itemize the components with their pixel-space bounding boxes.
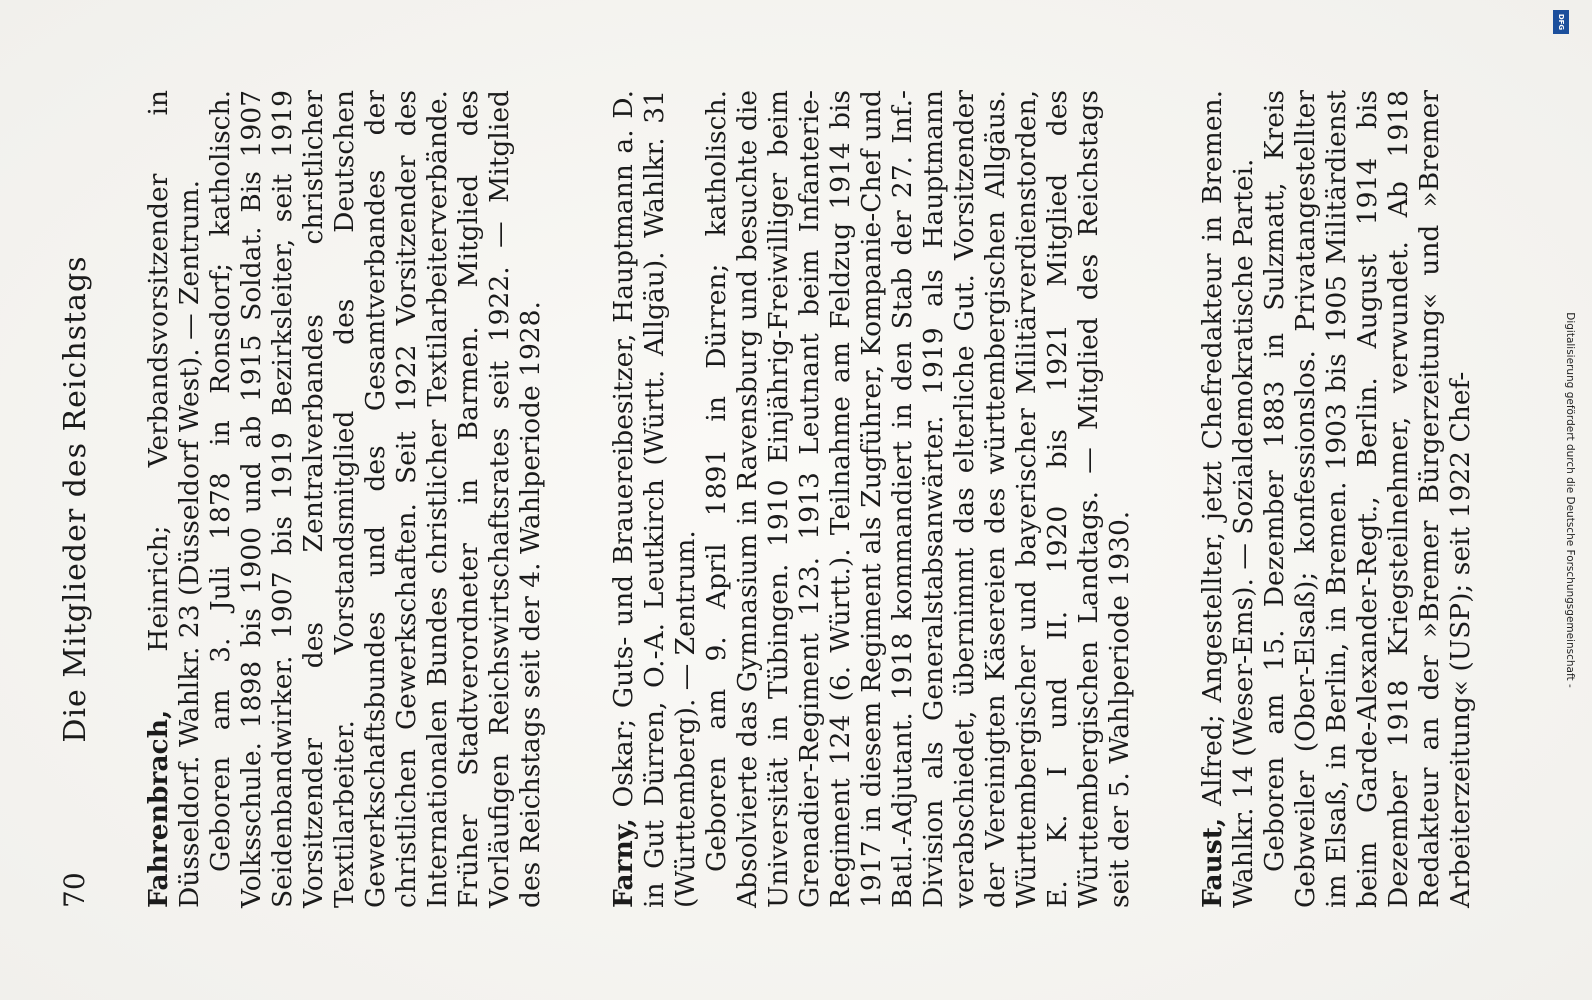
entry-head: Oskar; Guts- und Brauereibesitzer, Hauptmann a. D. in Gut Dürren, O.-A. Leutkirch (Württ. Allgäu). Wahlkr. 31 (Württemberg). — Zentrum. [608, 90, 701, 908]
biography-entry [608, 90, 1135, 908]
biography-entry [1197, 90, 1476, 908]
digitization-credit [1548, 0, 1592, 1000]
entry-body: Geboren am 3. Juli 1878 in Ronsdorf; katholisch. Volksschule. 1898 bis 1900 und ab 1915 Soldat. Bis 1907 Seidenbandwirker. 1907 bis 1919 Bezirksleiter, seit 1919 Vorsitzender des Zentralverbandes christlicher Textilarbeiter. Vorstandsmitglied des Deutschen Gewerkschaftsbundes und des Gesamtverbandes der christlichen Gewerkschaften. Seit 1922 Vorsitzender des Internationalen Bundes christlicher Textilarbeiterverbände. Früher Stadtverordneter in Barmen. Mitglied des Vorläufigen Reichswirtschaftsrates seit 1922. — Mitglied des Reichstags seit der 4. Wahlperiode 1928. [205, 90, 546, 908]
page-number: 70 [58, 872, 91, 908]
entry-body: Geboren am 9. April 1891 in Dürren; katholisch. Absolvierte das Gymnasium in Ravensburg und besuchte die Universität in Tübingen. 1910 Einjährig-Freiwilliger beim Grenadier-Regiment 123. 1913 Leutnant beim Infanterie-Regiment 124 (6. Württ.). Teilnahme am Feldzug 1914 bis 1917 in diesem Regiment als Zugführer, Kompanie-Chef und Batl.-Adjutant. 1918 kommandiert in den Stab der 27. Inf.-Division als Generalstabsanwärter. 1919 als Hauptmann verabschiedet, übernimmt das elterliche Gut. Vorsitzender der Vereinigten Käsereien des württembergischen Allgäus. Württembergischer und bayerischer Militärverdienstorden, E. K. I und II. 1920 bis 1921 Mitglied des Württembergischen Landtags. — Mitglied des Reichstags seit der 5. Wahlperiode 1930. [701, 90, 1135, 908]
page-header [58, 90, 118, 908]
entry-head: Alfred; Angestellter, jetzt Chefredakteur in Bremen. Wahlkr. 14 (Weser-Ems). — Sozialdemokratische Partei. [1197, 90, 1259, 908]
running-head: Die Mitglieder des Reichstags [58, 255, 93, 743]
entry-name: Faust, [1197, 817, 1228, 908]
dfg-logo: DFG [1553, 10, 1569, 34]
entry-head: Heinrich; Verbandsvorsitzender in Düsseldorf. Wahlkr. 23 (Düsseldorf West). — Zentrum. [143, 90, 205, 908]
digitization-credit-text: Digitalisierung gefördert durch die Deutsche Forschungsgemeinschaft - [1564, 312, 1576, 688]
entry-name: Farny, [608, 818, 639, 908]
entry-body: Geboren am 15. Dezember 1883 in Sulzmatt, Kreis Gebweiler (Ober-Elsaß); konfessionslos. Privatangestellter im Elsaß, in Berlin, in Bremen. 1903 bis 1905 Militärdienst beim Garde-Alexander-Regt., Berlin. August 1914 bis Dezember 1918 Kriegsteilnehmer, verwundet. Ab 1918 Redakteur an der »Bremer Bürgerzeitung« und »Bremer Arbeiterzeitung« (USP); seit 1922 Chef- [1259, 90, 1476, 908]
biography-entry [143, 90, 546, 908]
entry-name: Fahrenbrach, [143, 709, 174, 908]
